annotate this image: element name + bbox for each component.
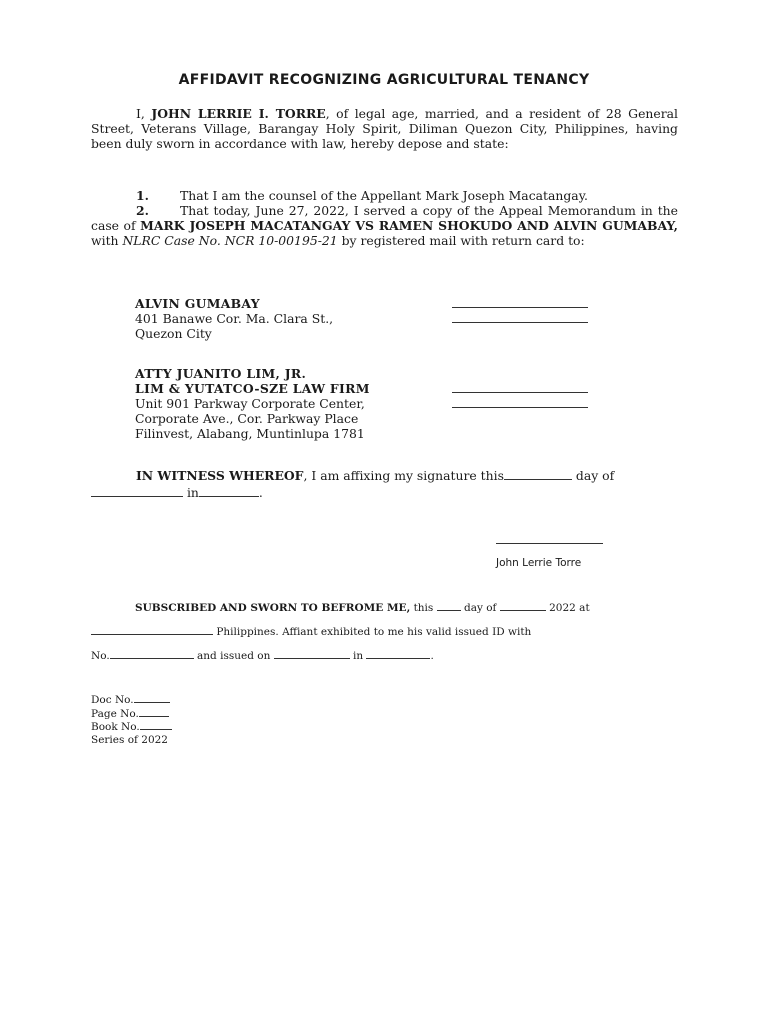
item-1-number: 1. (136, 188, 149, 203)
doc-no-label: Doc No. (91, 694, 134, 706)
recipient-2 (135, 366, 435, 441)
recipient-2-line-1: Unit 901 Parkway Corporate Center, (135, 396, 365, 411)
series: Series of 2022 (91, 733, 168, 746)
intro-paragraph (91, 106, 678, 151)
blank-line (91, 625, 213, 635)
recipient-2-firm: LIM & YUTATCO-SZE LAW FIRM (135, 381, 370, 396)
recipient-1 (135, 296, 435, 341)
witness-continued (91, 484, 263, 501)
jurat-line-3-a: No. (91, 650, 110, 662)
recipient-2-line-3: Filinvest, Alabang, Muntinlupa 1781 (135, 426, 365, 441)
witness-paragraph (91, 467, 678, 484)
intro-prefix: I, (136, 106, 152, 121)
item-2-text-a: That today, June 27, 2022, I served a copy of the Appeal Memorandum in the case of (91, 203, 678, 233)
item-2-text-c: by registered mail with return card to: (337, 233, 585, 248)
blank-line (366, 649, 430, 659)
witness-text-c: in (183, 485, 199, 500)
signatory-line (496, 543, 603, 544)
item-1 (91, 188, 678, 203)
signature-line (452, 392, 588, 393)
jurat-text-b: day of (460, 602, 500, 614)
blank-line (110, 649, 194, 659)
signatory-name: John Lerrie Torre (496, 557, 582, 569)
blank-line (134, 693, 170, 703)
blank-line (139, 707, 169, 717)
recipient-2-name: ATTY JUANITO LIM, JR. (135, 366, 307, 381)
witness-text-d: . (258, 485, 263, 500)
witness-text-b: day of (571, 468, 615, 483)
recipient-1-line-1: 401 Banawe Cor. Ma. Clara St., (135, 311, 334, 326)
blank-line (504, 470, 572, 480)
affiant-name: JOHN LERRIE I. TORRE (151, 106, 326, 121)
jurat-line-3-b: and issued on (193, 650, 274, 662)
jurat-line-2 (91, 625, 531, 638)
item-2 (91, 203, 678, 248)
blank-line (140, 720, 172, 730)
case-parties: MARK JOSEPH MACATANGAY VS RAMEN SHOKUDO AND ALVIN GUMABAY, (140, 218, 678, 233)
signature-line (452, 407, 588, 408)
item-1-text: That I am the counsel of the Appellant Mark Joseph Macatangay. (180, 188, 588, 203)
blank-line (437, 601, 461, 611)
book-no-label: Book No. (91, 721, 140, 733)
jurat-text-a: this (410, 602, 437, 614)
blank-line (91, 487, 183, 497)
blank-line (199, 487, 259, 497)
doc-no (91, 693, 172, 707)
jurat-text-c: 2022 at (545, 602, 590, 614)
item-2-number: 2. (136, 203, 149, 218)
jurat-line-1 (135, 601, 590, 614)
jurat-line-2-text: Philippines. Affiant exhibited to me his valid issued ID with (213, 626, 532, 638)
book-no (91, 720, 172, 734)
case-number: NLRC Case No. NCR 10-00195-21 (122, 233, 338, 248)
witness-text-a: , I am affixing my signature this (303, 468, 504, 483)
witness-bold: IN WITNESS WHEREOF (136, 468, 304, 483)
page-no (91, 707, 172, 721)
jurat-line-3-d: . (430, 650, 434, 662)
jurat-line-3-c: in (349, 650, 367, 662)
item-2-text-b: with (91, 233, 123, 248)
blank-line (274, 649, 350, 659)
jurat-line-3 (91, 649, 434, 662)
jurat-bold: SUBSCRIBED AND SWORN TO BEFROME ME, (135, 602, 411, 614)
recipient-1-name: ALVIN GUMABAY (135, 296, 260, 311)
document-title: AFFIDAVIT RECOGNIZING AGRICULTURAL TENANCY (178, 72, 590, 88)
signature-line (452, 307, 588, 308)
notarial-register (91, 693, 172, 746)
signature-line (452, 322, 588, 323)
recipient-2-line-2: Corporate Ave., Cor. Parkway Place (135, 411, 359, 426)
page-no-label: Page No. (91, 707, 139, 720)
intro-text: , of legal age, married, and a resident of 28 General Street, Veterans Village, Barangay Holy Spirit, Diliman Quezon City, Philippines, having been duly sworn in accordance with law, hereby depose and state: (91, 106, 678, 151)
recipient-1-line-2: Quezon City (135, 326, 212, 341)
blank-line (500, 601, 546, 611)
